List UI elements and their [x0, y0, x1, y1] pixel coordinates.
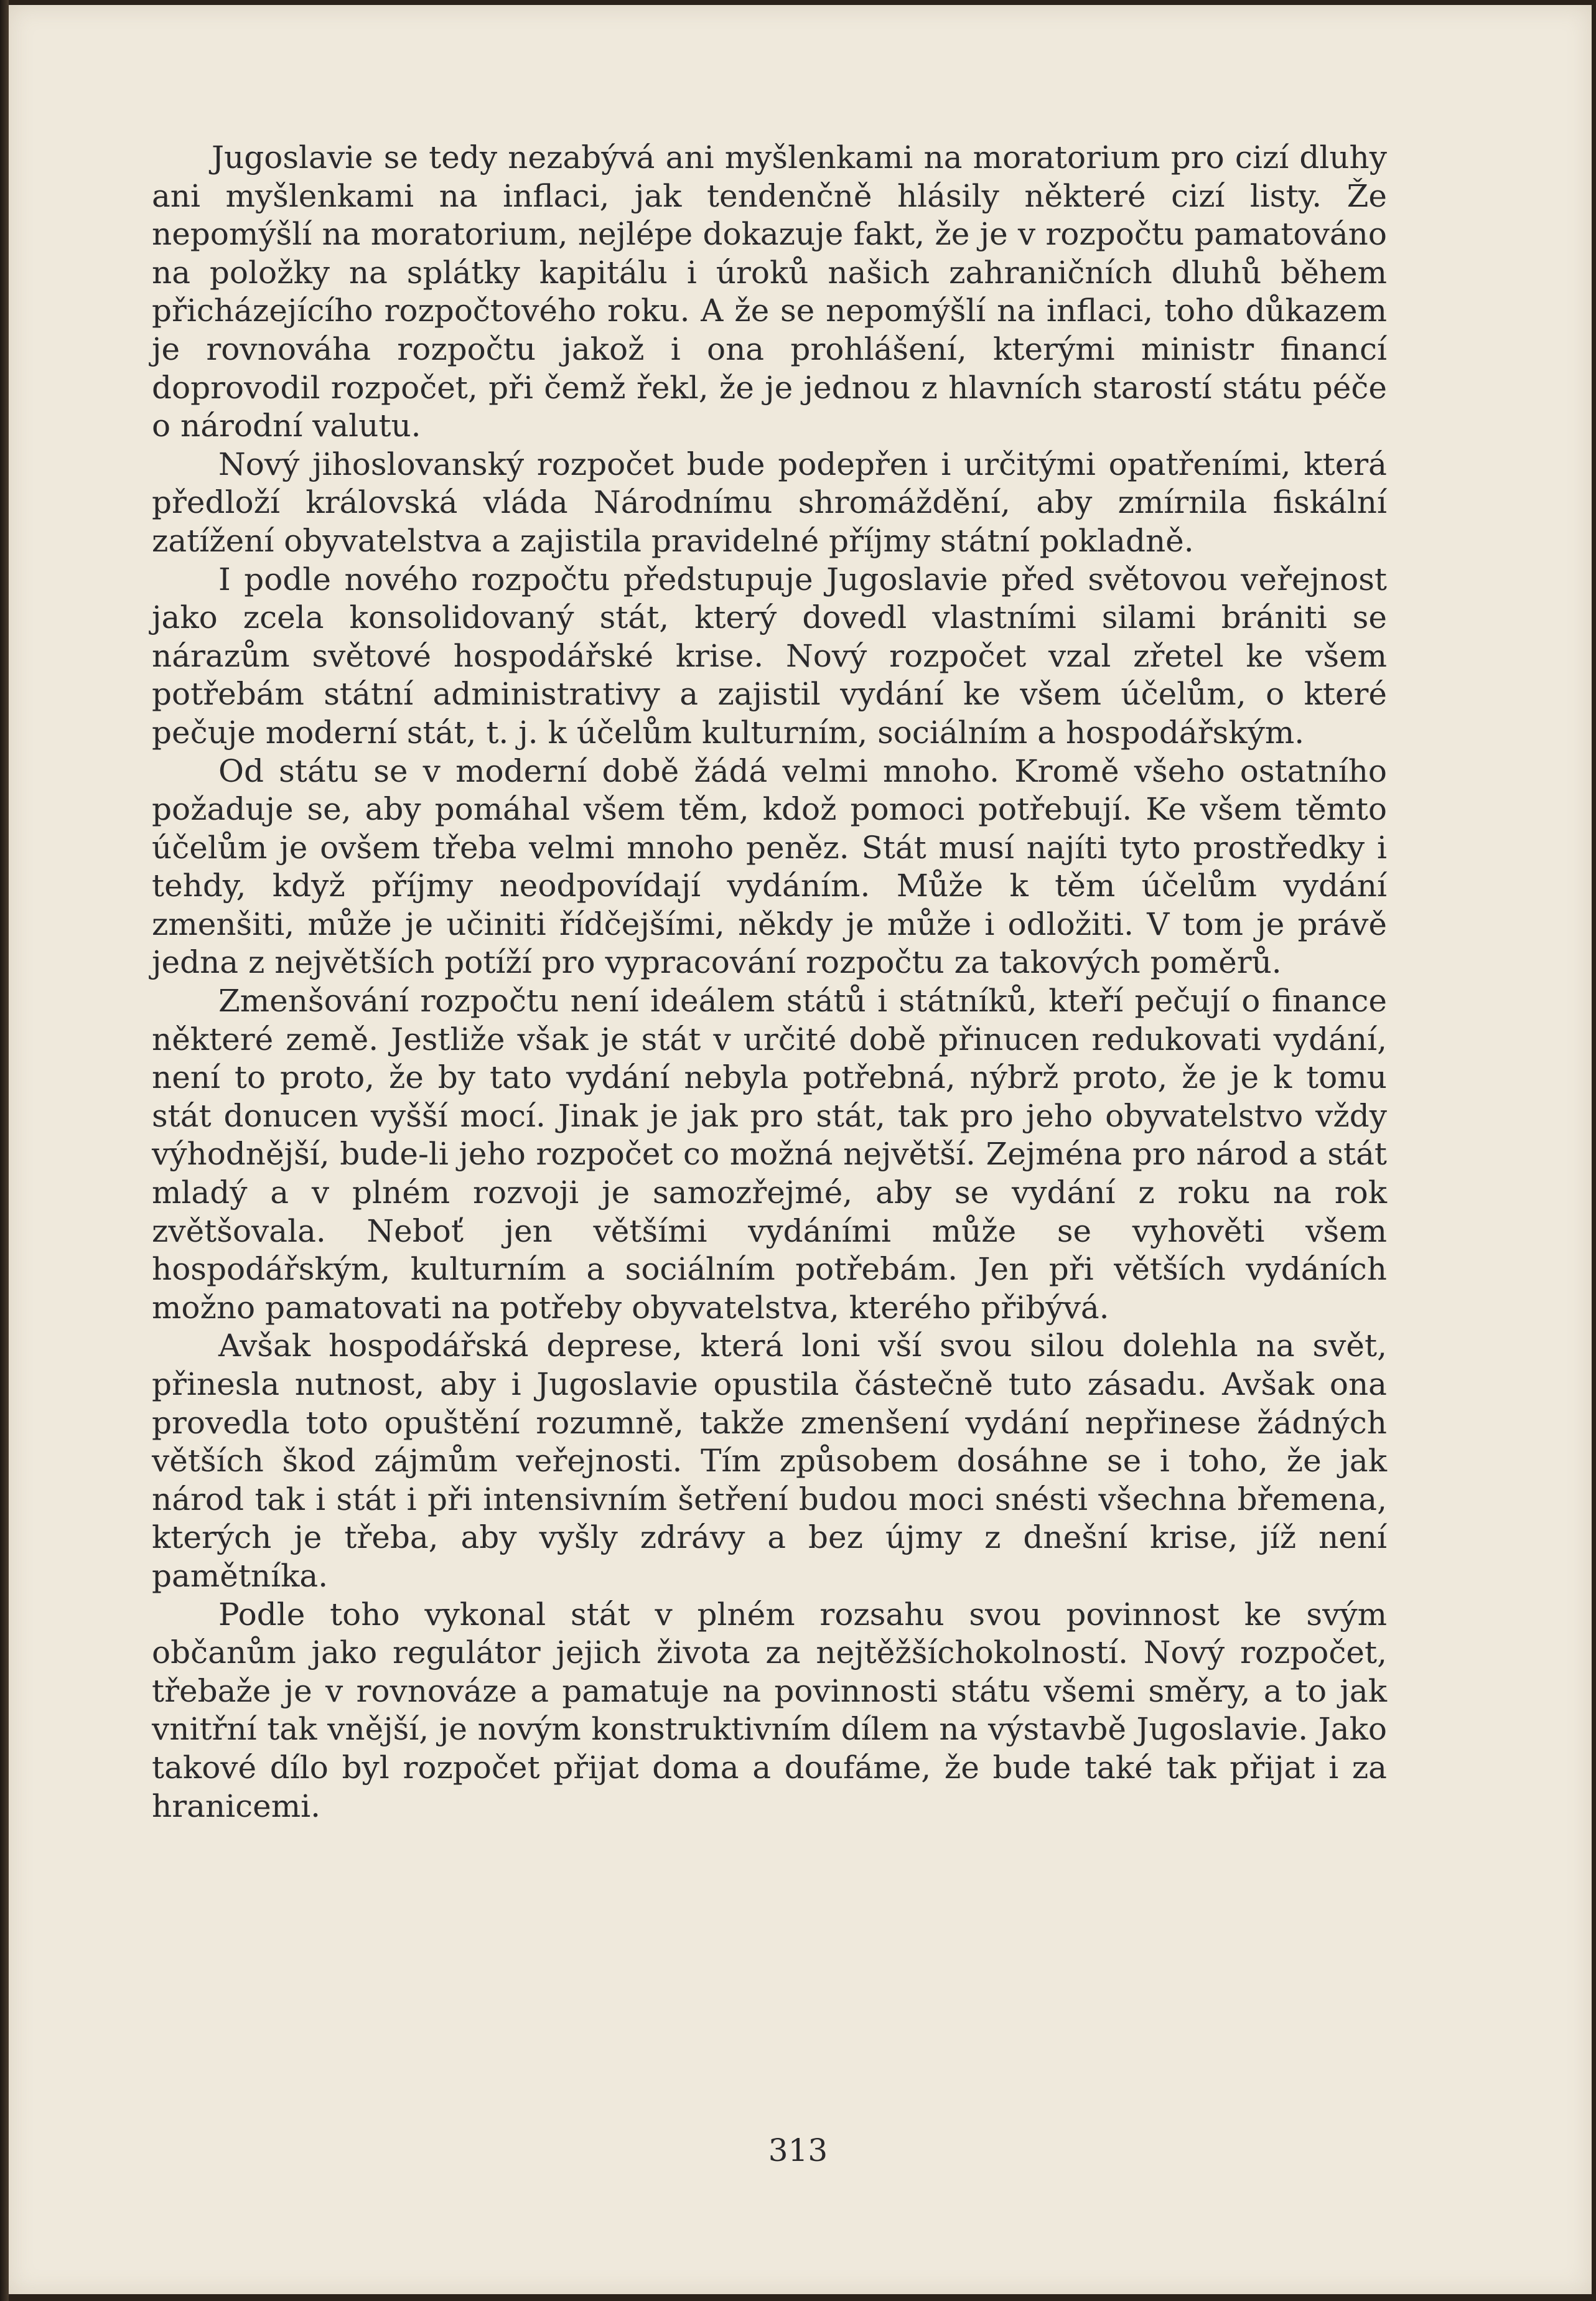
paragraph-2: Nový jihoslovanský rozpočet bude podepřen i určitými opatřeními, která předloží královská vláda Národnímu shromáždění, aby zmírnila fiskální zatížení obyvatelstva a zajistila pravidelné příjmy státní pokladně.: [152, 446, 1387, 559]
book-page: [9, 5, 1592, 2294]
page-number: 313: [768, 2132, 828, 2168]
body-text: [152, 139, 1387, 1825]
paragraph-1: Jugoslavie se tedy nezabývá ani myšlenkami na moratorium pro cizí dluhy ani myšlenkami na inflaci, jak tendenčně hlásily některé cizí listy. Že nepomýšlí na moratorium, nejlépe dokazuje fakt, že je v rozpočtu pamatováno na položky na splátky kapitálu i úroků našich zahraničních dluhů během přicházejícího rozpočtového roku. A že se nepomýšlí na inflaci, toho důkazem je rovnováha rozpočtu jakož i ona prohlášení, kterými ministr financí doprovodil rozpočet, při čemž řekl, že je jednou z hlavních starostí státu péče o národní valutu.: [152, 139, 1387, 444]
paragraph-6: Avšak hospodářská deprese, která loni vší svou silou dolehla na svět, přinesla nutnost, aby i Jugoslavie opustila částečně tuto zásadu. Avšak ona provedla toto opuštění rozumně, takže zmenšení vydání nepřinese žádných větších škod zájmům veřejnosti. Tím způsobem dosáhne se i toho, že jak národ tak i stát i při intensivním šetření budou moci snésti všechna břemena, kterých je třeba, aby vyšly zdrávy a bez újmy z dnešní krise, jíž není pamětníka.: [152, 1328, 1387, 1594]
page-binding-edge: [0, 0, 9, 2301]
paragraph-5: Zmenšování rozpočtu není ideálem států i státníků, kteří pečují o finance některé země. Jestliže však je stát v určité době přinucen redukovati vydání, není to proto, že by tato vydání nebyla potřebná, nýbrž proto, že je k tomu stát donucen vyšší mocí. Jinak je jak pro stát, tak pro jeho obyvatelstvo vždy výhodnější, bude-li jeho rozpočet co možná největší. Zejména pro národ a stát mladý a v plném rozvoji je samozřejmé, aby se vydání z roku na rok zvětšovala. Neboť jen většími vydáními může se vyhověti všem hospodářským, kulturním a sociálním potřebám. Jen při větších vydáních možno pamatovati na potřeby obyvatelstva, kterého přibývá.: [152, 983, 1387, 1326]
paragraph-3: I podle nového rozpočtu předstupuje Jugoslavie před světovou veřejnost jako zcela konsolidovaný stát, který dovedl vlastními silami brániti se nárazům světové hospodářské krise. Nový rozpočet vzal zřetel ke všem potřebám státní administrativy a zajistil vydání ke všem účelům, o které pečuje moderní stát, t. j. k účelům kulturním, sociálním a hospodářským.: [152, 561, 1387, 751]
paragraph-4: Od státu se v moderní době žádá velmi mnoho. Kromě všeho ostatního požaduje se, aby pomáhal všem těm, kdož pomoci potřebují. Ke všem těmto účelům je ovšem třeba velmi mnoho peněz. Stát musí najíti tyto prostředky i tehdy, když příjmy neodpovídají vydáním. Může k těm účelům vydání zmenšiti, může je učiniti řídčejšími, někdy je může i odložiti. V tom je právě jedna z největších potíží pro vypracování rozpočtu za takových poměrů.: [152, 752, 1387, 981]
paragraph-7: Podle toho vykonal stát v plném rozsahu svou povinnost ke svým občanům jako regulátor jejich života za nejtěžšíchokolností. Nový rozpočet, třebaže je v rovnováze a pamatuje na povinnosti státu všemi směry, a to jak vnitřní tak vnější, je novým konstruktivním dílem na výstavbě Jugoslavie. Jako takové dílo byl rozpočet přijat doma a doufáme, že bude také tak přijat i za hranicemi.: [152, 1596, 1387, 1824]
